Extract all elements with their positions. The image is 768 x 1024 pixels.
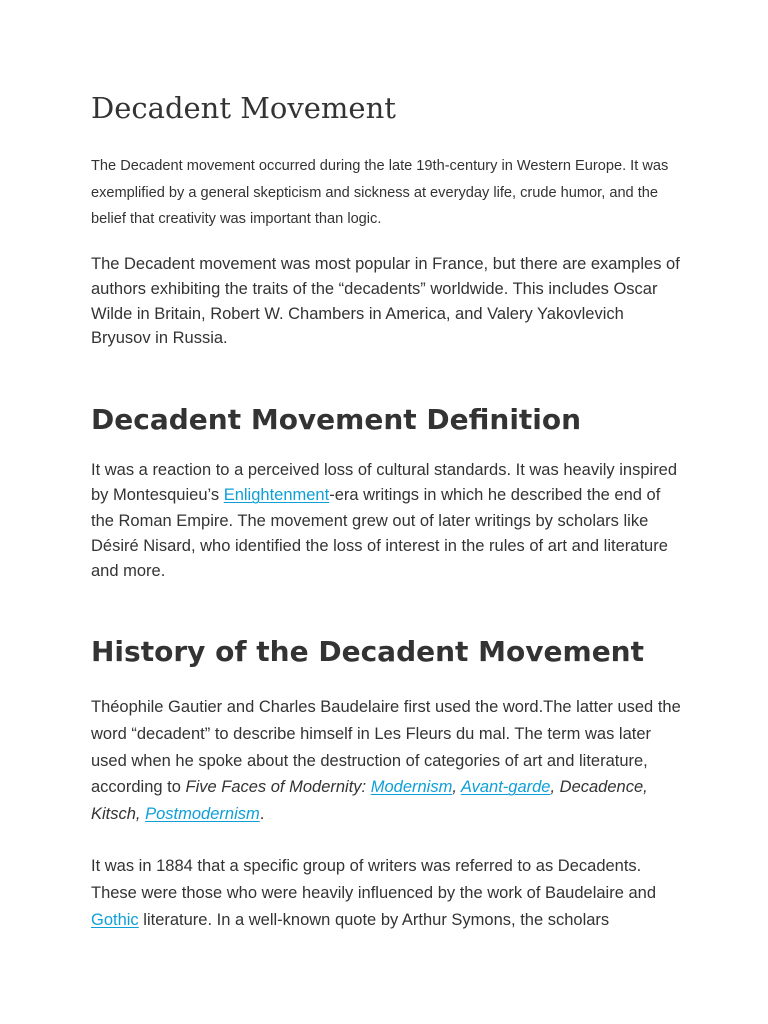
- enlightenment-link[interactable]: Enlightenment: [223, 486, 330, 505]
- history-paragraph-1: [91, 694, 687, 828]
- history-p2-text-end: literature. In a well-known quote by Arthur Symons, the scholars: [138, 910, 610, 929]
- definition-text-start: It was a reaction to a perceived loss of cultural standards. It was heavily inspired by Montesquieu’s: [91, 461, 678, 505]
- avant-garde-link-text: Avant-garde: [460, 778, 551, 797]
- definition-paragraph: [91, 458, 687, 584]
- gothic-link[interactable]: Gothic: [91, 910, 139, 929]
- popularity-paragraph: The Decadent movement was most popular in France, but there are examples of authors exhibiting the traits of the “decadents” worldwide. This includes Oscar Wilde in Britain, Robert W. Chambers in America, and Valery Yakovlevich Bryusov in Russia.: [91, 255, 680, 348]
- modernism-link-text: Modernism: [370, 778, 453, 797]
- history-paragraph-2: [91, 853, 687, 933]
- definition-text-end: -era writings in which he described the end of the Roman Empire. The movement grew out of later writings by scholars like Désiré Nisard, who identified the loss of interest in the rules of art and literature and more.: [91, 486, 668, 581]
- comma-separator-1: ,: [452, 778, 461, 797]
- modernism-link[interactable]: [371, 778, 453, 796]
- intro-paragraph: The Decadent movement occurred during the late 19th-century in Western Europe. It was exemplified by a general skepticism and sickness at everyday life, crude humor, and the belief that creativity was important than logic.: [91, 158, 669, 227]
- history-p1-text: Théophile Gautier and Charles Baudelaire first used the word.The latter used the word “decadent” to describe himself in Les Fleurs du mal. The term was later used when he spoke about the destruction of categories of art and literature, according to: [91, 698, 681, 797]
- history-p1-period: .: [259, 805, 265, 824]
- definition-heading: Decadent Movement Definition: [91, 403, 582, 436]
- avant-garde-link[interactable]: [461, 778, 551, 796]
- book-title-part2: Decadence, Kitsch,: [91, 778, 648, 824]
- history-p2-text-start: It was in 1884 that a specific group of writers was referred to as Decadents. These were those who were heavily influenced by the work of Baudelaire and: [91, 857, 656, 902]
- article-title: Decadent Movement: [91, 91, 396, 125]
- comma-separator-2: ,: [550, 778, 556, 797]
- postmodernism-link-text: Postmodernism: [145, 805, 260, 824]
- book-title-part1: Five Faces of Modernity:: [185, 778, 371, 797]
- postmodernism-link[interactable]: [145, 805, 260, 823]
- history-heading: History of the Decadent Movement: [91, 635, 644, 668]
